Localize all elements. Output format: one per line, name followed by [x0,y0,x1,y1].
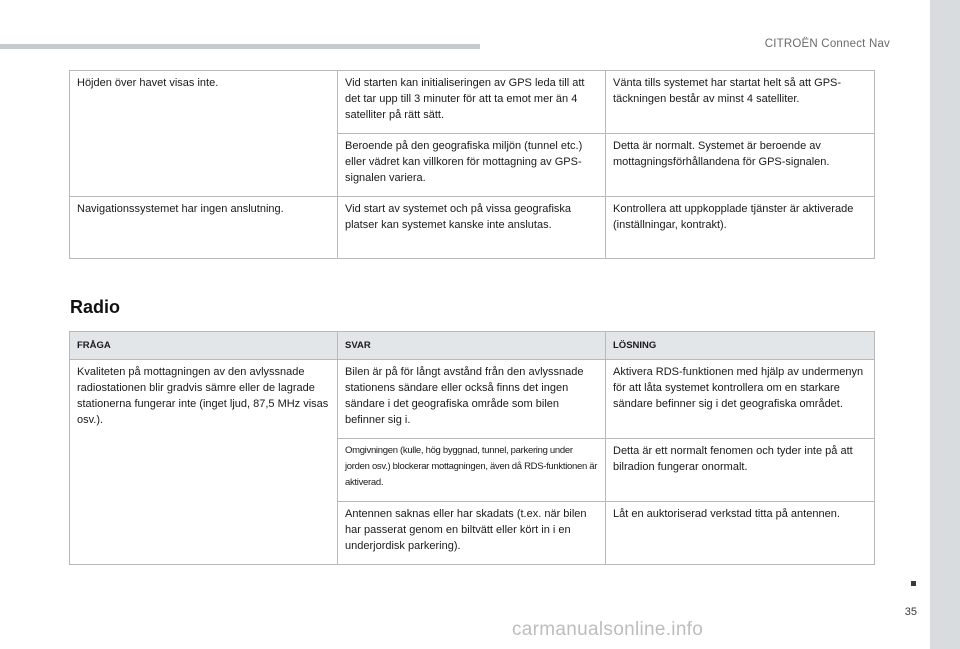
solution-cell: Detta är normalt. Systemet är beroende av mottagningsförhållandena för GPS-signalen. [606,134,875,197]
question-cell: Kvaliteten på mottagningen av den avlyssnade radiostationen blir gradvis sämre eller de lagrade stationerna fungerar inte (inget ljud, 87,5 MHz visas osv.). [70,360,338,565]
brand-title: CITROËN Connect Nav [764,38,890,50]
section-title-radio: Radio [70,297,121,317]
solution-cell: Vänta tills systemet har startat helt så att GPS-täckningen består av minst 4 satelliter. [606,71,875,134]
table-row [70,71,875,134]
page-marker-dot [911,581,916,586]
page-side-bar [930,0,960,649]
gps-troubleshooting-table [69,70,875,259]
solution-cell: Låt en auktoriserad verkstad titta på antennen. [606,502,875,565]
table-row [70,360,875,439]
question-cell: Navigationssystemet har ingen anslutning. [70,197,338,259]
table-row [70,197,875,259]
header-rule [0,44,480,49]
column-header-answer: SVAR [338,332,606,360]
solution-cell: Aktivera RDS-funktionen med hjälp av undermenyn för att låta systemet kontrollera om en starkare sändare befinner sig i det geografiska området. [606,360,875,439]
answer-cell: Omgivningen (kulle, hög byggnad, tunnel, parkering under jorden osv.) blockerar mottagningen, även då RDS-funktionen är aktiverad. [338,439,606,502]
solution-cell: Detta är ett normalt fenomen och tyder inte på att bilradion fungerar onormalt. [606,439,875,502]
page-number: 35 [904,606,917,618]
question-cell: Höjden över havet visas inte. [70,71,338,197]
watermark: carmanualsonline.info [512,619,704,640]
answer-cell: Vid start av systemet och på vissa geografiska platser kan systemet kanske inte anslutas. [338,197,606,259]
answer-cell: Beroende på den geografiska miljön (tunnel etc.) eller vädret kan villkoren för mottagning av GPS-signalen variera. [338,134,606,197]
solution-cell: Kontrollera att uppkopplade tjänster är aktiverade (inställningar, kontrakt). [606,197,875,259]
table-header-row [70,332,875,360]
radio-troubleshooting-table [69,331,875,565]
answer-cell: Vid starten kan initialiseringen av GPS leda till att det tar upp till 3 minuter för att ta emot mer än 4 satelliter på rätt sätt. [338,71,606,134]
answer-cell: Antennen saknas eller har skadats (t.ex. när bilen har passerat genom en biltvätt eller kört in i en underjordisk parkering). [338,502,606,565]
column-header-solution: LÖSNING [606,332,875,360]
answer-cell: Bilen är på för långt avstånd från den avlyssnade stationens sändare eller också finns det ingen sändare i det geografiska område som bilen befinner sig i. [338,360,606,439]
column-header-question: FRÅGA [70,332,338,360]
